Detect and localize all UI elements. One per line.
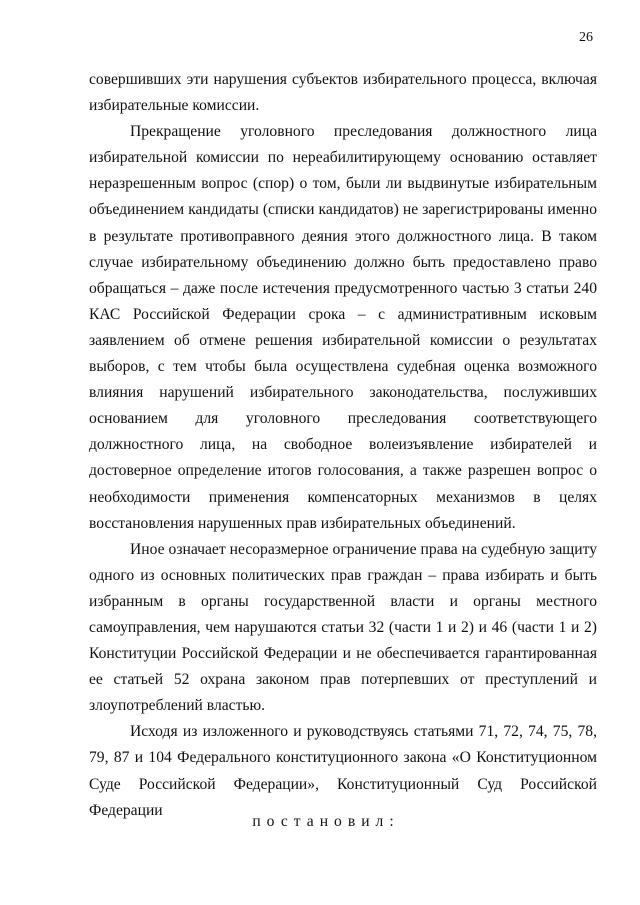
resolution-heading: постановил: bbox=[252, 813, 400, 830]
paragraph-continuation: совершивших эти нарушения субъектов избирательного процесса, включая избирательные комиссии. bbox=[89, 71, 597, 115]
paragraph-disproportionate-restriction: Иное означает несоразмерное ограничение права на судебную защиту одного из основных политических прав граждан – права избирать и быть избранным в органы государственной власти и органы местного самоуправления, чем нарушаются статьи 32 (части 1 и 2) и 46 (части 1 и 2) Конституции Российской Федерации и не обеспечивается гарантированная ее статьей 52 охрана законом прав потерпевших от преступлений и злоупотреблений властью. bbox=[89, 540, 597, 715]
paragraph-legal-basis: Исходя из изложенного и руководствуясь статьями 71, 72, 74, 75, 78, 79, 87 и 104 Федерального конституционного закона «О Конституционном Суде Российской Федерации», Конституционный Суд Российской Федерации bbox=[89, 723, 597, 819]
document-body bbox=[89, 67, 597, 824]
paragraph-termination-of-prosecution: Прекращение уголовного преследования должностного лица избирательной комиссии по нереабилитирующему основанию оставляет неразрешенным вопрос (спор) о том, были ли выдвинутые избирательным объединением кандидаты (списки кандидатов) не зарегистрированы именно в результате противоправного деяния этого должностного лица. В таком случае избирательному объединению должно быть предоставлено право обращаться – даже после истечения предусмотренного частью 3 статьи 240 КАС Российской Федерации срока – с административным исковым заявлением об отмене решения избирательной комиссии о результатах выборов, с тем чтобы была осуществлена судебная оценка возможного влияния нарушений избирательного законодательства, послуживших основанием для уголовного преследования соответствующего должностного лица, на свободное волеизъявление избирателей и достоверное определение итогов голосования, а также разрешен вопрос о необходимости применения компенсаторных механизмов в целях восстановления нарушенных прав избирательных объединений. bbox=[89, 123, 597, 532]
page-number: 26 bbox=[579, 30, 593, 45]
